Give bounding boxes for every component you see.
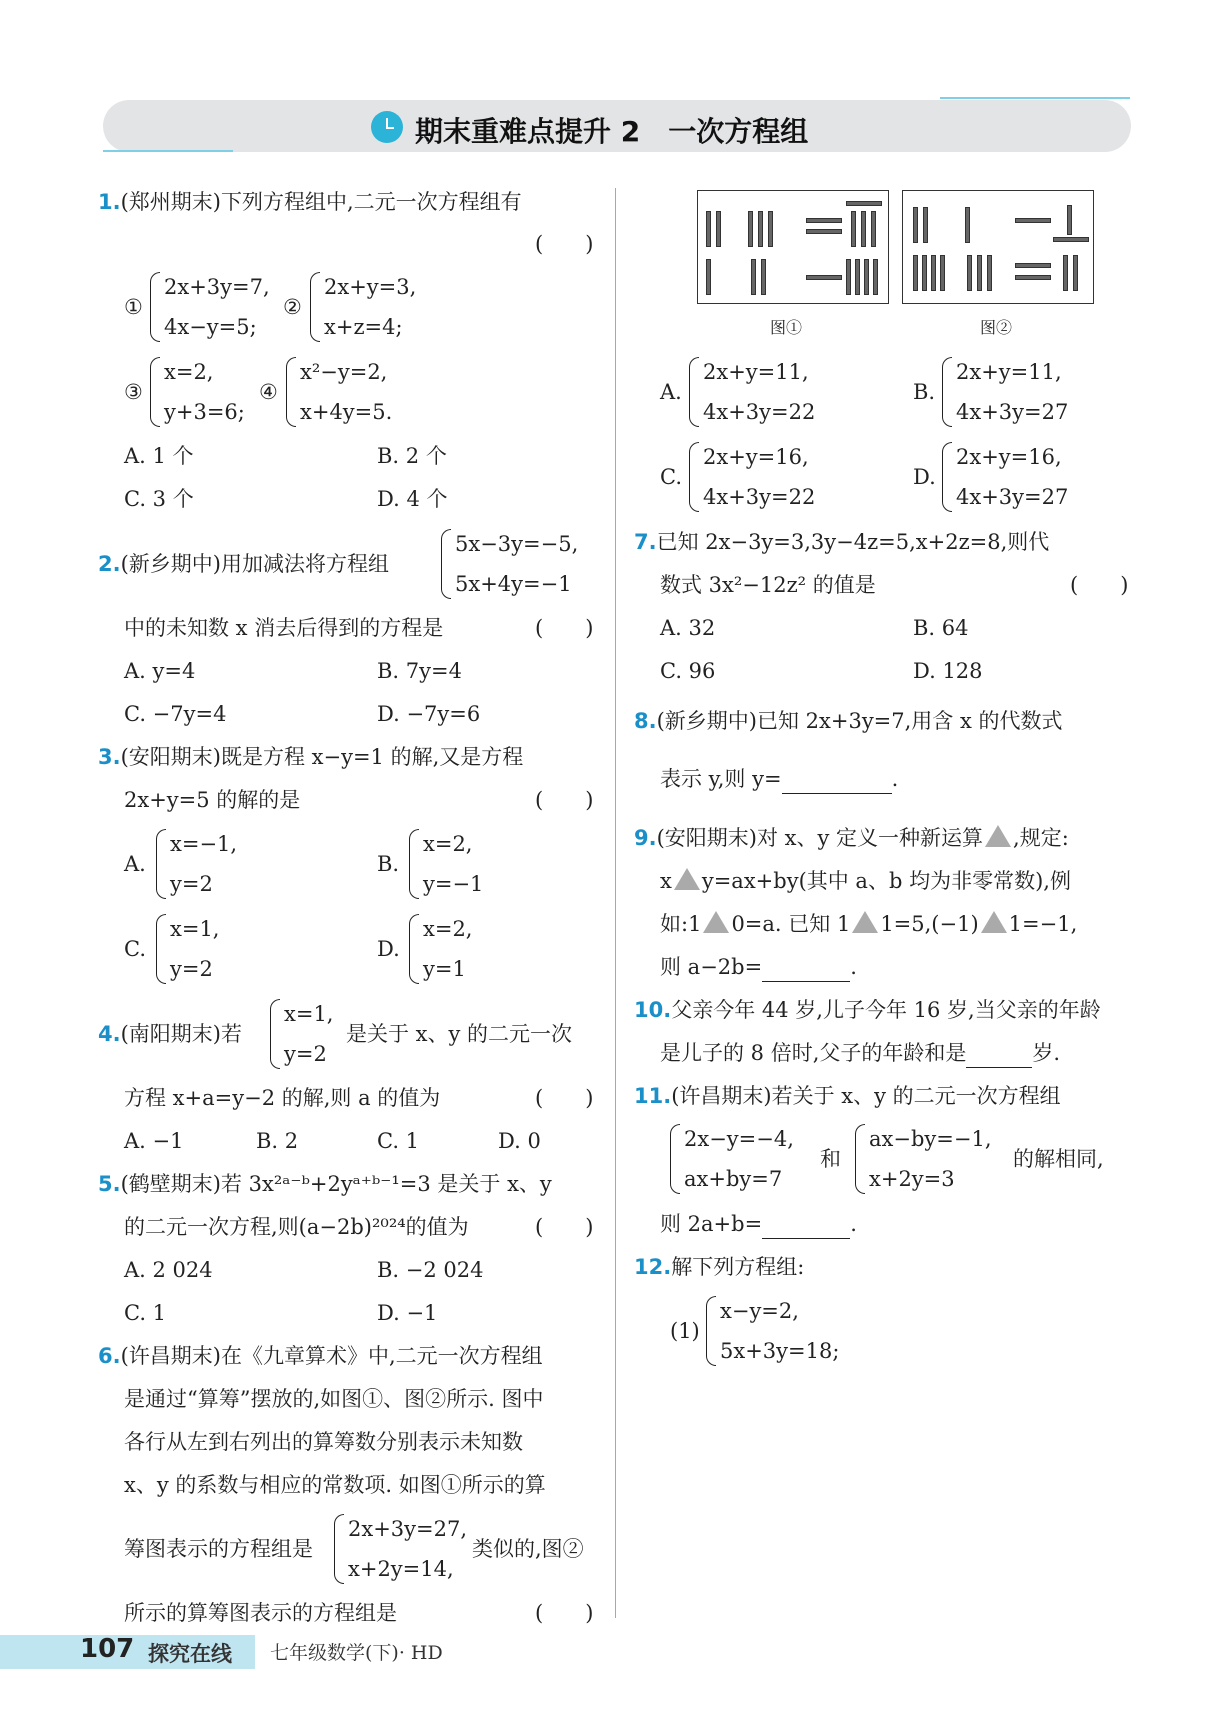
q11-answer-blank[interactable] bbox=[762, 1209, 850, 1239]
q3-stem: 3.(安阳期末)既是方程 x−y=1 的解,又是方程 bbox=[98, 745, 524, 769]
q11-stem: 11.(许昌期末)若关于 x、y 的二元一次方程组 bbox=[634, 1084, 1061, 1108]
banner-accent-line bbox=[940, 97, 1130, 99]
q2-stem: 2.(新乡期中)用加减法将方程组 bbox=[98, 552, 389, 576]
q3-option-c-label: C. bbox=[124, 937, 146, 961]
q5-option-a: A. 2 024 bbox=[124, 1258, 213, 1282]
q3-option-a-label: A. bbox=[124, 852, 146, 876]
q1-option-a: A. 1 个 bbox=[124, 444, 194, 468]
column-divider bbox=[615, 188, 616, 1618]
q4-answer-paren: ( ) bbox=[535, 1086, 594, 1110]
page-number: 107 bbox=[80, 1634, 135, 1664]
q7-option-d: D. 128 bbox=[913, 659, 983, 683]
triangle-operator-icon bbox=[985, 825, 1011, 847]
q3-answer-paren: ( ) bbox=[535, 788, 594, 812]
q1-label-4: ④ bbox=[259, 380, 278, 404]
q6-figure-2 bbox=[902, 190, 1094, 304]
q5-option-d: D. −1 bbox=[377, 1301, 438, 1325]
page-title: 期末重难点提升 2 一次方程组 bbox=[415, 115, 809, 148]
q7-answer-paren: ( ) bbox=[1070, 573, 1129, 597]
q3-stem-2: 2x+y=5 的解的是 bbox=[124, 788, 301, 812]
q1-label-2: ② bbox=[283, 295, 302, 319]
q5-answer-paren: ( ) bbox=[535, 1215, 594, 1239]
q6-option-a-label: A. bbox=[660, 380, 682, 404]
q8-stem-2: 表示 y,则 y= . bbox=[660, 764, 898, 794]
q11-stem-post: 的解相同, bbox=[1013, 1147, 1104, 1171]
q1-option-b: B. 2 个 bbox=[377, 444, 447, 468]
q6-stem-post: 类似的,图② bbox=[472, 1537, 584, 1561]
q6-figure-1 bbox=[697, 190, 889, 304]
q1-stem: 1.(郑州期末)下列方程组中,二元一次方程组有 bbox=[98, 190, 522, 214]
q9-line-3: 如:1 0=a. 已知 1 1=5,(−1) 1=−1, bbox=[660, 912, 1078, 936]
q4-stem-2: 方程 x+a=y−2 的解,则 a 的值为 bbox=[124, 1086, 441, 1110]
q3-option-d-label: D. bbox=[377, 937, 400, 961]
q9-answer-blank[interactable] bbox=[762, 952, 850, 982]
q12-sub-label: (1) bbox=[670, 1319, 700, 1343]
footer-grade: 七年级数学(下)· HD bbox=[270, 1642, 443, 1664]
q7-option-a: A. 32 bbox=[660, 616, 716, 640]
q8-stem: 8.(新乡期中)已知 2x+3y=7,用含 x 的代数式 bbox=[634, 709, 1063, 733]
q7-option-c: C. 96 bbox=[660, 659, 716, 683]
q6-stem-line-1: 6.(许昌期末)在《九章算术》中,二元一次方程组 bbox=[98, 1344, 543, 1368]
q11-stem-3: 则 2a+b= . bbox=[660, 1209, 857, 1239]
banner-accent-line-bottom bbox=[103, 150, 233, 152]
q6-option-b-label: B. bbox=[913, 380, 936, 404]
q10-stem: 10.父亲今年 44 岁,儿子今年 16 岁,当父亲的年龄 bbox=[634, 998, 1101, 1022]
q1-option-d: D. 4 个 bbox=[377, 487, 448, 511]
q4-option-c: C. 1 bbox=[377, 1129, 420, 1153]
q1-option-c: C. 3 个 bbox=[124, 487, 194, 511]
q7-stem: 7.已知 2x−3y=3,3y−4z=5,x+2z=8,则代 bbox=[634, 530, 1050, 554]
clock-icon bbox=[371, 111, 403, 143]
q5-stem: 5.(鹤壁期末)若 3x²ᵃ⁻ᵇ+2yᵃ⁺ᵇ⁻¹=3 是关于 x、y bbox=[98, 1172, 552, 1196]
q1-label-3: ③ bbox=[124, 380, 143, 404]
q5-stem-2: 的二元一次方程,则(a−2b)²⁰²⁴的值为 bbox=[124, 1215, 469, 1239]
q6-figure-2-caption: 图② bbox=[980, 318, 1013, 337]
footer-brand: 探究在线 bbox=[148, 1642, 232, 1666]
q7-option-b: B. 64 bbox=[913, 616, 969, 640]
q6-option-d-label: D. bbox=[913, 465, 936, 489]
triangle-operator-icon bbox=[674, 868, 700, 890]
q6-stem-last: 所示的算筹图表示的方程组是 bbox=[124, 1601, 397, 1625]
q4-stem-post: 是关于 x、y 的二元一次 bbox=[346, 1022, 573, 1046]
q2-stem-2: 中的未知数 x 消去后得到的方程是 bbox=[124, 616, 444, 640]
q9-line-1: 9.(安阳期末)对 x、y 定义一种新运算 ,规定: bbox=[634, 826, 1069, 850]
q12-stem: 12.解下列方程组: bbox=[634, 1255, 805, 1279]
q4-option-d: D. 0 bbox=[498, 1129, 541, 1153]
q9-line-4: 则 a−2b= . bbox=[660, 952, 857, 982]
q6-answer-paren: ( ) bbox=[535, 1601, 594, 1625]
q2-option-a: A. y=4 bbox=[124, 659, 196, 683]
q7-stem-2: 数式 3x²−12z² 的值是 bbox=[660, 573, 876, 597]
q1-label-1: ① bbox=[124, 295, 143, 319]
q4-option-b: B. 2 bbox=[256, 1129, 299, 1153]
q6-option-c-label: C. bbox=[660, 465, 682, 489]
triangle-operator-icon bbox=[852, 911, 878, 933]
q6-stem-pre: 筹图表示的方程组是 bbox=[124, 1537, 313, 1561]
q6-stem-line-4: x、y 的系数与相应的常数项. 如图①所示的算 bbox=[124, 1473, 546, 1497]
q11-and: 和 bbox=[820, 1147, 841, 1171]
q2-option-b: B. 7y=4 bbox=[377, 659, 462, 683]
triangle-operator-icon bbox=[703, 911, 729, 933]
q6-stem-line-3: 各行从左到右列出的算筹数分别表示未知数 bbox=[124, 1430, 523, 1454]
title-banner bbox=[103, 100, 1131, 152]
q8-answer-blank[interactable] bbox=[782, 764, 892, 794]
q4-stem: 4.(南阳期末)若 bbox=[98, 1022, 242, 1046]
q2-option-c: C. −7y=4 bbox=[124, 702, 227, 726]
triangle-operator-icon bbox=[981, 911, 1007, 933]
q5-option-b: B. −2 024 bbox=[377, 1258, 484, 1282]
q10-answer-blank[interactable] bbox=[966, 1038, 1032, 1068]
q6-figure-1-caption: 图① bbox=[770, 318, 803, 337]
q3-option-b-label: B. bbox=[377, 852, 400, 876]
q6-stem-line-2: 是通过“算筹”摆放的,如图①、图②所示. 图中 bbox=[124, 1387, 544, 1411]
q10-stem-2: 是儿子的 8 倍时,父子的年龄和是 岁. bbox=[660, 1038, 1060, 1068]
q1-answer-paren: ( ) bbox=[535, 232, 594, 256]
q2-option-d: D. −7y=6 bbox=[377, 702, 481, 726]
q2-answer-paren: ( ) bbox=[535, 616, 594, 640]
q4-option-a: A. −1 bbox=[124, 1129, 184, 1153]
q5-option-c: C. 1 bbox=[124, 1301, 167, 1325]
q9-line-2: x y=ax+by(其中 a、b 均为非零常数),例 bbox=[660, 869, 1071, 893]
